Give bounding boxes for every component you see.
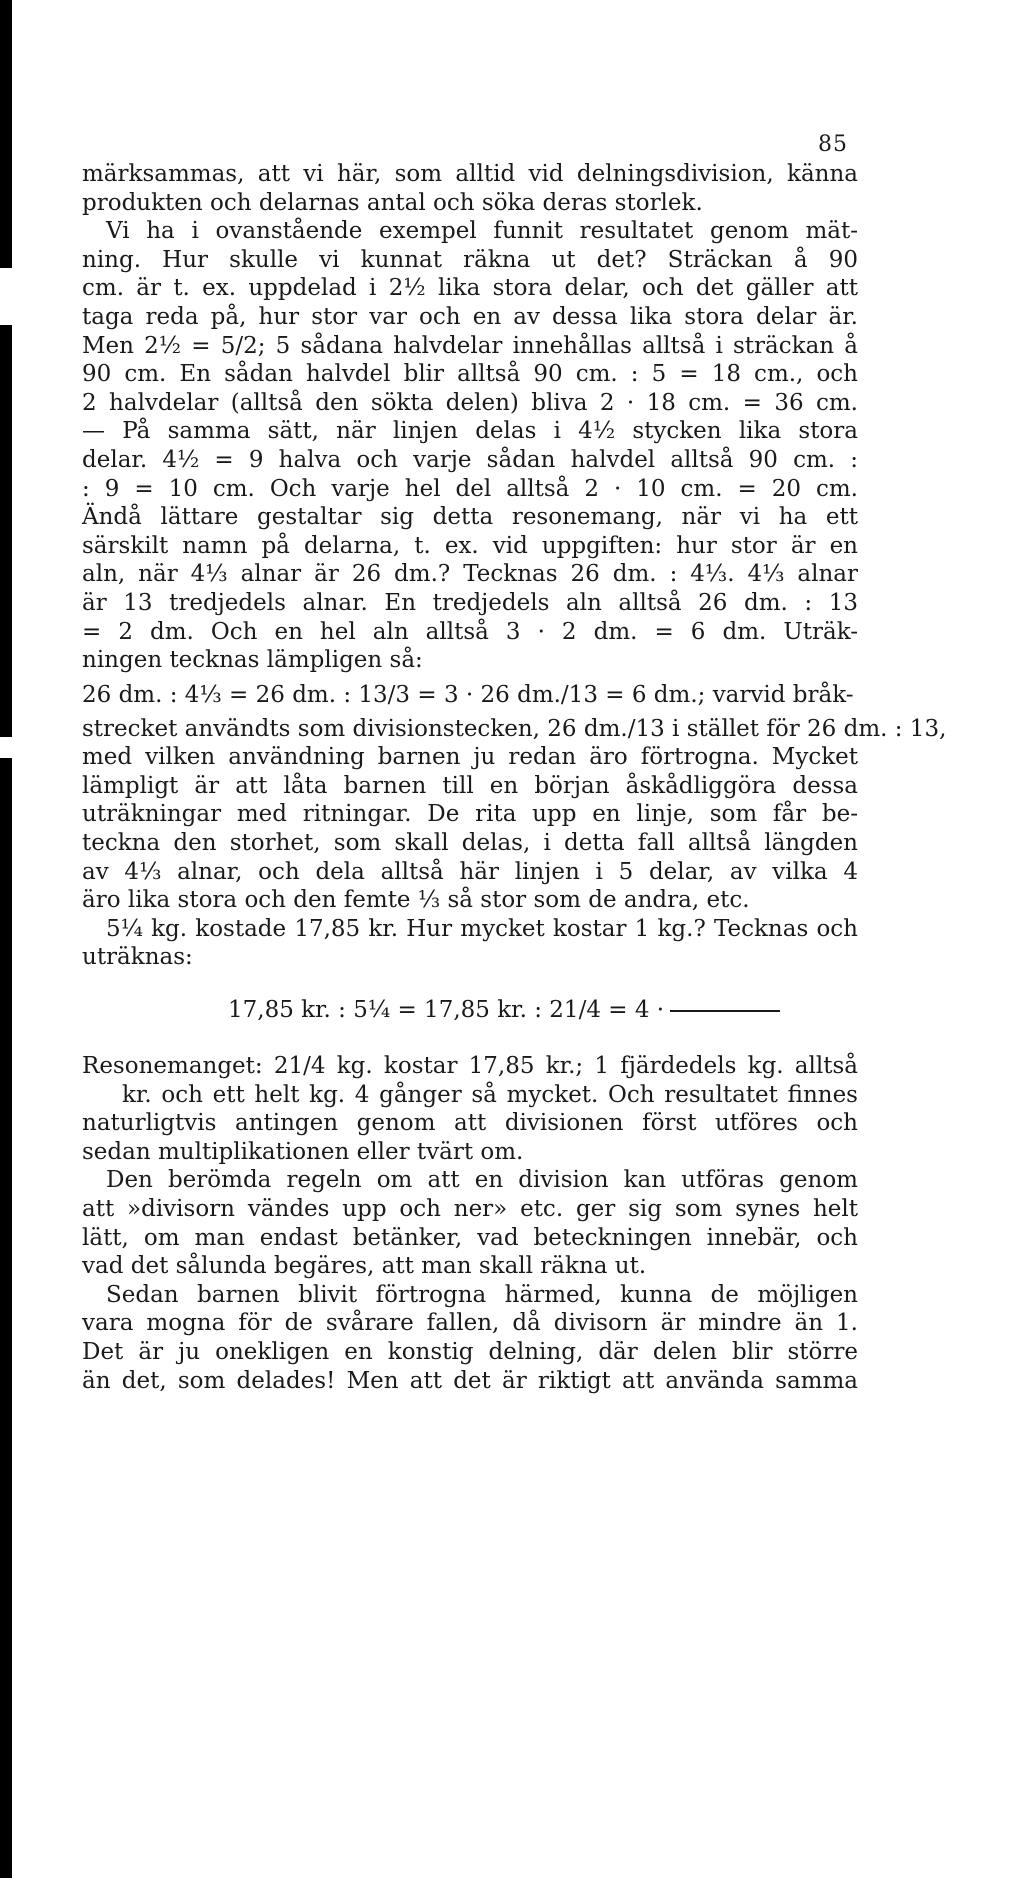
text-line: lätt, om man endast betänker, vad beteckningen innebär, och bbox=[82, 1224, 858, 1251]
text-line: Sedan barnen blivit förtrogna härmed, kunna de möjligen bbox=[106, 1281, 858, 1308]
text-line: 5¼ kg. kostade 17,85 kr. Hur mycket kostar 1 kg.? Tecknas och bbox=[106, 915, 858, 942]
text-line: sedan multiplikationen eller tvärt om. bbox=[82, 1138, 524, 1165]
text-line: uträknas: bbox=[82, 944, 193, 971]
text-line: än det, som delades! Men att det är riktigt att använda samma bbox=[82, 1367, 858, 1394]
scan-edge-bar bbox=[0, 0, 12, 268]
text-line: Den berömda regeln om att en division kan utföras genom bbox=[106, 1167, 858, 1194]
text-line: är 13 tredjedels alnar. En tredjedels aln alltså 26 dm. : 13 bbox=[82, 589, 858, 616]
page-number: 85 bbox=[818, 132, 848, 157]
text-line: ning. Hur skulle vi kunnat räkna ut det? Sträckan å 90 bbox=[82, 246, 858, 273]
scan-edge-bar bbox=[0, 325, 12, 737]
text-line: äro lika stora och den femte ⅓ så stor som de andra, etc. bbox=[82, 887, 750, 914]
text-line: — På samma sätt, när linjen delas i 4½ stycken lika stora bbox=[82, 418, 858, 445]
text-line: uträkningar med ritningar. De rita upp en linje, som får be- bbox=[82, 801, 858, 828]
text-line: särskilt namn på delarna, t. ex. vid uppgiften: hur stor är en bbox=[82, 532, 858, 559]
text-line: cm. är t. ex. uppdelad i 2½ lika stora delar, och det gäller att bbox=[82, 275, 858, 302]
text-line: strecket användts som divisionstecken, 26 dm./13 i stället för 26 dm. : 13, bbox=[82, 715, 947, 742]
text-line: vad det sålunda begäres, att man skall räkna ut. bbox=[82, 1253, 647, 1280]
text-line: 2 halvdelar (alltså den sökta delen) bliva 2 · 18 cm. = 36 cm. bbox=[82, 389, 858, 416]
text-line: Det är ju onekligen en konstig delning, där delen blir större bbox=[82, 1338, 858, 1365]
text-line: Ändå lättare gestaltar sig detta resonemang, när vi ha ett bbox=[82, 504, 858, 531]
text-line: : 9 = 10 cm. Och varje hel del alltså 2 · 10 cm. = 20 cm. bbox=[82, 475, 858, 502]
formula-line: 26 dm. : 4⅓ = 26 dm. : 13/3 = 3 · 26 dm./13 = 6 dm.; varvid bråk- bbox=[82, 681, 854, 708]
fraction-rule bbox=[670, 1010, 780, 1012]
text-line: att »divisorn vändes upp och ner» etc. ger sig som synes helt bbox=[82, 1196, 858, 1222]
scan-edge-bar bbox=[0, 758, 12, 1878]
text-line: delar. 4½ = 9 halva och varje sådan halvdel alltså 90 cm. : bbox=[82, 446, 858, 473]
text-line: lämpligt är att låta barnen till en början åskådliggöra dessa bbox=[82, 772, 858, 799]
text-line: märksammas, att vi här, som alltid vid delningsdivision, känna bbox=[82, 161, 858, 187]
text-line: vara mogna för de svårare fallen, då divisorn är mindre än 1. bbox=[82, 1310, 858, 1337]
text-line: Vi ha i ovanstående exempel funnit resultatet genom mät- bbox=[106, 218, 858, 245]
text-line: taga reda på, hur stor var och en av dessa lika stora delar är. bbox=[82, 303, 858, 330]
text-line: produkten och delarnas antal och söka deras storlek. bbox=[82, 189, 703, 216]
text-line: kr. och ett helt kg. 4 gånger så mycket. Och resultatet finnes bbox=[122, 1081, 858, 1108]
text-line: aln, när 4⅓ alnar är 26 dm.? Tecknas 26 dm. : 4⅓. 4⅓ alnar bbox=[82, 561, 858, 588]
formula-line bbox=[82, 990, 858, 1030]
formula-text: 17,85 kr. : 5¼ = 17,85 kr. : 21/4 = 4 · bbox=[228, 997, 665, 1024]
text-line: 90 cm. En sådan halvdel blir alltså 90 cm. : 5 = 18 cm., och bbox=[82, 361, 858, 388]
text-line: med vilken användning barnen ju redan äro förtrogna. Mycket bbox=[82, 744, 858, 771]
text-line: Men 2½ = 5/2; 5 sådana halvdelar innehållas alltså i sträckan å bbox=[82, 332, 858, 359]
text-line: = 2 dm. Och en hel aln alltså 3 · 2 dm. = 6 dm. Uträk- bbox=[82, 618, 858, 645]
text-line: av 4⅓ alnar, och dela alltså här linjen i 5 delar, av vilka 4 bbox=[82, 858, 858, 885]
text-line: ningen tecknas lämpligen så: bbox=[82, 647, 423, 674]
text-line: Resonemanget: 21/4 kg. kostar 17,85 kr.; 1 fjärdedels kg. alltså bbox=[82, 1053, 858, 1080]
text-line: teckna den storhet, som skall delas, i detta fall alltså längden bbox=[82, 830, 858, 857]
page-body bbox=[82, 160, 947, 1395]
text-line: naturligtvis antingen genom att divisionen först utföres och bbox=[82, 1110, 858, 1137]
